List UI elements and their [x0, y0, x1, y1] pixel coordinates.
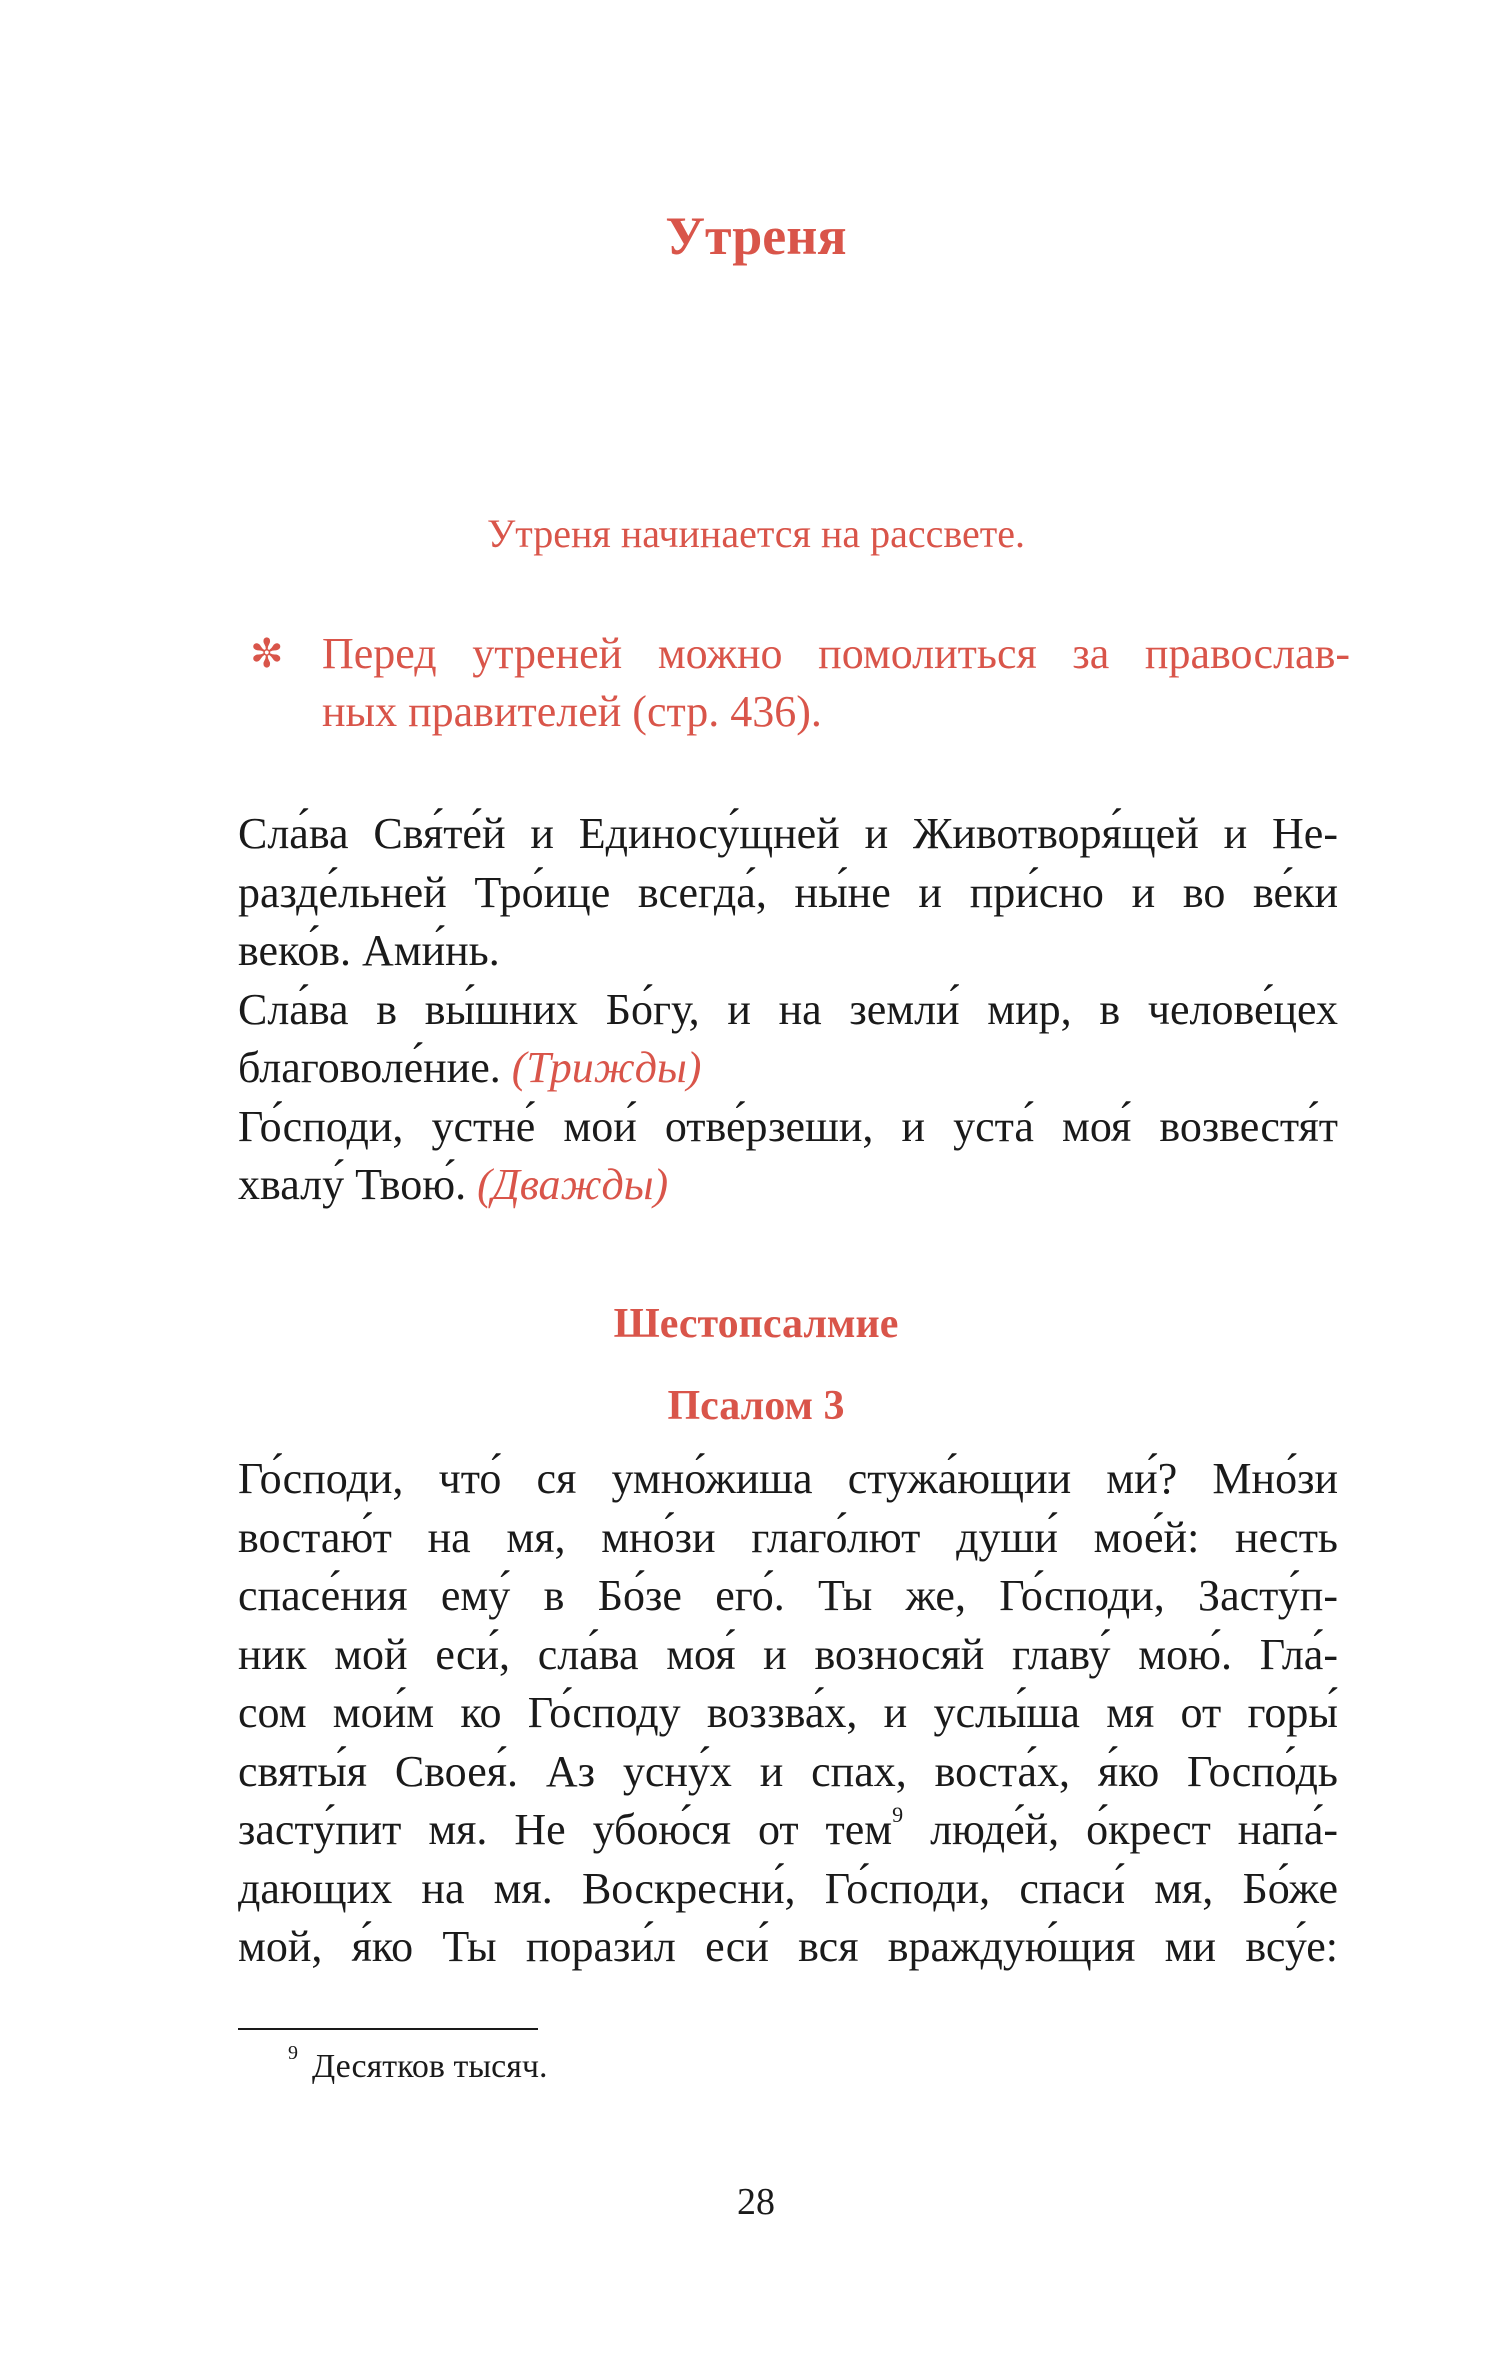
psalm-paragraph	[238, 1450, 1338, 1977]
lord-paragraph	[238, 1098, 1338, 1215]
note-line: ных правителей (стр. 436).	[322, 687, 822, 736]
text-fragment: засту́пит мя. Не убою́ся от тем	[238, 1805, 893, 1854]
text-fragment: хвалу́ Твою́.	[238, 1160, 467, 1209]
text-line: разде́льней Тро́ице всегда́, ны́не и при́сно и во ве́ки	[238, 867, 1338, 917]
text-line: веко́в. Ами́нь.	[238, 926, 500, 975]
psalm-text	[238, 1450, 1338, 1977]
opening-prayer	[238, 805, 1338, 1215]
text-line: востаю́т на мя, мно́зи глаго́лют души́ мое́й: несть	[238, 1512, 1338, 1562]
text-line: Сла́ва Свя́те́й и Единосу́щней и Животворя́щей и Не-	[238, 809, 1338, 858]
note-line: Перед утреней можно помолиться за православ-	[322, 629, 1350, 678]
footnote	[288, 2042, 548, 2086]
text-line: сом мои́м ко Го́споду воззва́х, и услы́ша мя от горы́	[238, 1688, 1338, 1737]
asterism-icon: ✼	[250, 631, 284, 676]
footnote-reference[interactable]: 9	[892, 1802, 904, 1827]
chapter-title: Утреня	[665, 206, 847, 266]
psalm-title: Псалом 3	[667, 1383, 845, 1429]
section-title: Шестопсалмие	[613, 1301, 899, 1347]
text-line	[238, 1156, 1338, 1215]
text-line: мой, я́ко Ты порази́л еси́ вся враждую́щия ми всу́е:	[238, 1922, 1338, 1971]
rubric-twice: (Дважды)	[477, 1160, 669, 1209]
rubric-thrice: (Трижды)	[511, 1043, 702, 1092]
doxology-paragraph	[238, 805, 1338, 981]
note-text	[250, 625, 1350, 741]
text-line	[238, 1801, 1338, 1860]
footnote-number: 9	[288, 2042, 298, 2064]
text-line: святы́я Своея́. Аз усну́х и спах, воста́х, я́ко Госпо́дь	[238, 1746, 1338, 1796]
text-line: спасе́ния ему́ в Бо́зе его́. Ты же, Го́споди, Засту́п-	[238, 1571, 1338, 1620]
text-line: Сла́ва в вы́шних Бо́гу, и на земли́ мир, в челове́цех	[238, 984, 1338, 1034]
text-line: дающих на мя. Воскресни́, Го́споди, спаси́ мя, Бо́же	[238, 1863, 1338, 1913]
intro-rubric: Утреня начинается на рассвете.	[486, 511, 1026, 556]
text-fragment: люде́й, о́крест напа́-	[930, 1805, 1338, 1854]
text-line: ник мой еси́, сла́ва моя́ и возносяй главу́ мою́. Гла́-	[238, 1629, 1338, 1679]
text-fragment: благоволе́ние.	[238, 1043, 501, 1092]
note-rubric	[250, 625, 1350, 741]
text-line: Го́споди, что́ ся умно́жиша стужа́ющии ми́? Мно́зи	[238, 1454, 1338, 1503]
page-number: 28	[737, 2181, 775, 2223]
footnote-text: Десятков тысяч.	[312, 2048, 548, 2085]
text-line	[238, 1039, 1338, 1098]
gloria-paragraph	[238, 981, 1338, 1098]
footnote-divider	[238, 2028, 538, 2030]
text-line: Го́споди, устне́ мои́ отве́рзеши, и уста́ моя́ возвестя́т	[238, 1101, 1338, 1151]
